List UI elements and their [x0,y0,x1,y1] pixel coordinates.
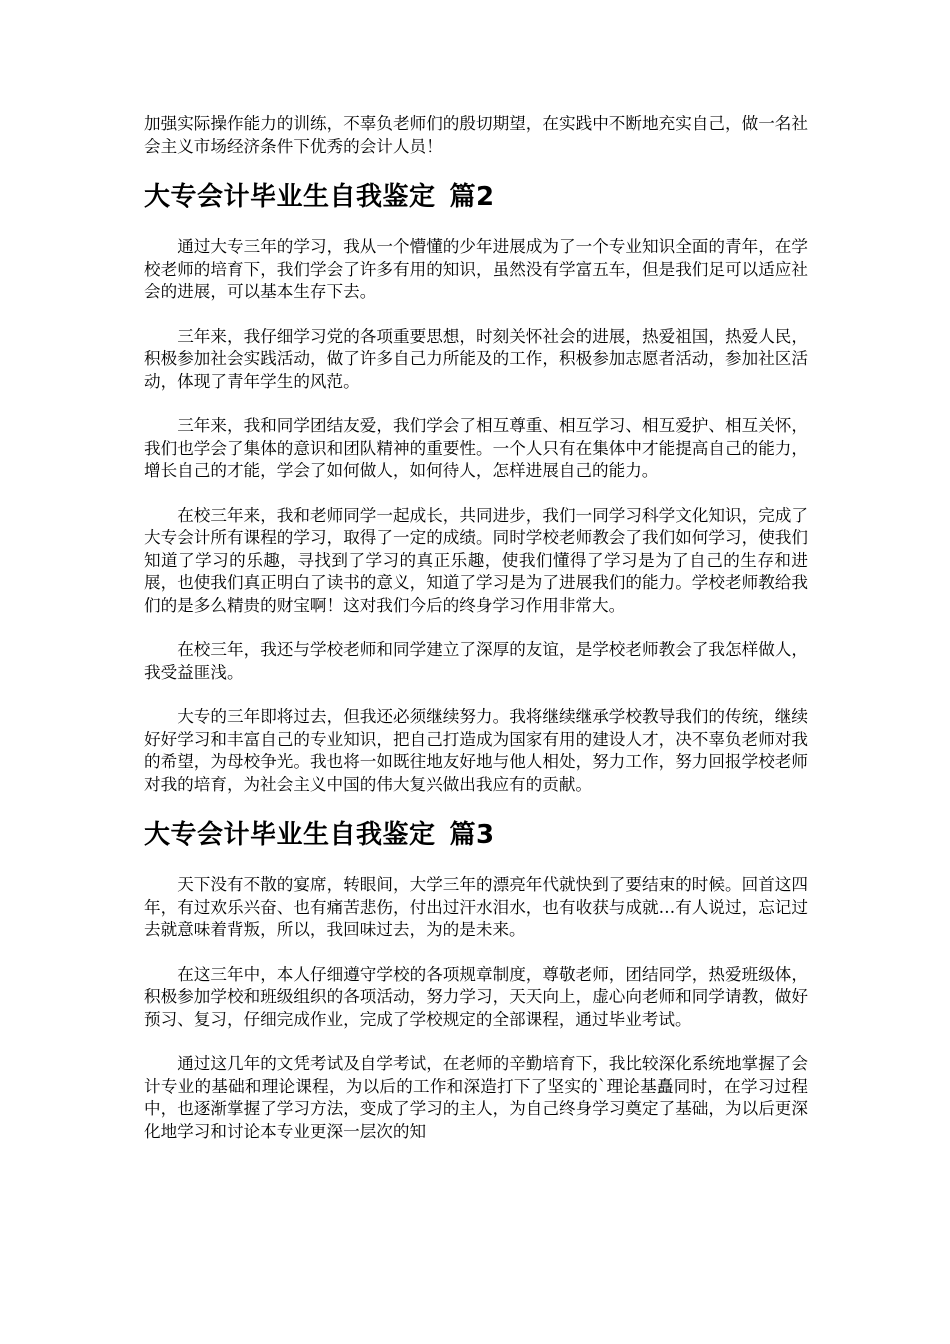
section-3-paragraph-3: 通过这几年的文凭考试及自学考试，在老师的辛勤培育下，我比较深化系统地掌握了会计专业的基础和理论课程，为以后的工作和深造打下了坚实的`理论基矗同时，在学习过程中，也逐渐掌握了学习方法，变成了学习的主人，为自己终身学习奠定了基础，为以后更深化地学习和讨论本专业更深一层次的知 [144,1054,808,1141]
section-2-number: 篇2 [449,182,495,212]
section-2-paragraph-5: 在校三年，我还与学校老师和同学建立了深厚的友谊，是学校老师教会了我怎样做人，我受益匪浅。 [144,640,808,682]
section-3-title: 大专会计毕业生自我鉴定 [144,820,436,850]
intro-paragraph: 加强实际操作能力的训练，不辜负老师们的殷切期望，在实践中不断地充实自己，做一名社会主义市场经济条件下优秀的会计人员！ [144,114,808,156]
document-page [144,113,808,1143]
section-2-paragraph-2: 三年来，我仔细学习党的各项重要思想，时刻关怀社会的进展，热爱祖国，热爱人民，积极参加社会实践活动，做了许多自己力所能及的工作，积极参加志愿者活动，参加社区活动，体现了青年学生的风范。 [144,326,808,391]
section-3-heading [144,818,808,852]
section-3-paragraph-1: 天下没有不散的宴席，转眼间，大学三年的漂亮年代就快到了要结束的时候。回首这四年，有过欢乐兴奋、也有痛苦悲伤，付出过汗水泪水，也有收获与成就…有人说过，忘记过去就意味着背叛，所以，我回味过去，为的是未来。 [144,875,808,939]
section-3-paragraph-2: 在这三年中，本人仔细遵守学校的各项规章制度，尊敬老师，团结同学，热爱班级体，积极参加学校和班级组织的各项活动，努力学习，天天向上，虚心向老师和同学请教，做好预习、复习，仔细完成作业，完成了学校规定的全部课程，通过毕业考试。 [144,964,808,1029]
section-2-paragraph-6: 大专的三年即将过去，但我还必须继续努力。我将继续继承学校教导我们的传统，继续好好学习和丰富自己的专业知识，把自己打造成为国家有用的建设人才，决不辜负老师对我的希望，为母校争光。我也将一如既往地友好地与他人相处，努力工作，努力回报学校老师对我的培育，为社会主义中国的伟大复兴做出我应有的贡献。 [144,707,808,794]
section-2-heading [144,180,808,214]
section-2-paragraph-3: 三年来，我和同学团结友爱，我们学会了相互尊重、相互学习、相互爱护、相互关怀，我们也学会了集体的意识和团队精神的重要性。一个人只有在集体中才能提高自己的能力，增长自己的才能，学会了如何做人，如何待人，怎样进展自己的能力。 [144,416,808,480]
section-2-paragraph-4: 在校三年来，我和老师同学一起成长，共同进步，我们一同学习科学文化知识，完成了大专会计所有课程的学习，取得了一定的成绩。同时学校老师教会了我们如何学习，使我们知道了学习的乐趣，寻找到了学习的真正乐趣，使我们懂得了学习是为了自己的生存和进展，也使我们真正明白了读书的意义，知道了学习是为了进展我们的能力。学校老师教给我们的是多么精贵的财宝啊！这对我们今后的终身学习作用非常大。 [144,505,808,615]
section-2-title: 大专会计毕业生自我鉴定 [144,182,436,212]
section-2-paragraph-1: 通过大专三年的学习，我从一个懵懂的少年进展成为了一个专业知识全面的青年，在学校老师的培育下，我们学会了许多有用的知识，虽然没有学富五车，但是我们足可以适应社会的进展，可以基本生存下去。 [144,237,808,301]
section-3-number: 篇3 [449,820,495,850]
